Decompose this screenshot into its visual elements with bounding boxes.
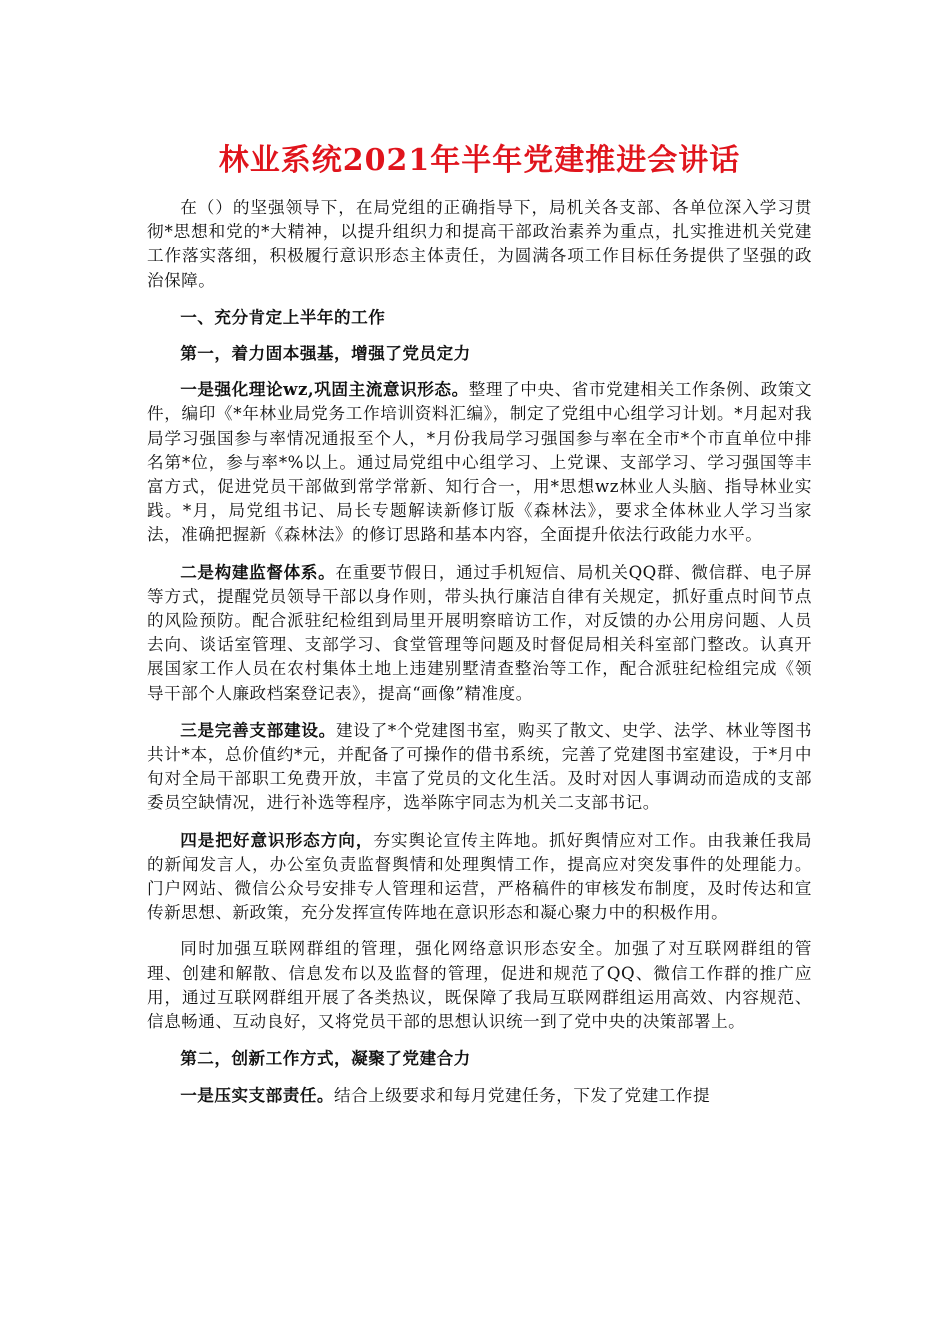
internet-paragraph: 同时加强互联网群组的管理，强化网络意识形态安全。加强了对互联网群组的管理、创建和解散、信息发布以及监督的管理，促进和规范了QQ、微信工作群的推广应用，通过互联网群组开展了各类热议，既保障了我局互联网群组运用高效、内容规范、信息畅通、互动良好，又将党员干部的思想认识统一到了党中央的决策部署上。 [147, 939, 812, 1032]
item-paragraph-5 [147, 1083, 812, 1108]
section-heading-1: 一、充分肯定上半年的工作 [180, 306, 386, 327]
part-heading-1: 第一，着力固本强基，增强了党员定力 [180, 343, 471, 364]
item-body-4: 夯实舆论宣传主阵地。抓好舆情应对工作。由我兼任我局的新闻发言人，办公室负责监督舆情和处理舆情工作，提高应对突发事件的处理能力。门户网站、微信公众号安排专人管理和运营，严格稿件的审核发布制度，及时传达和宣传新思想、新政策，充分发挥宣传阵地在意识形态和凝心聚力中的积极作用。 [147, 830, 813, 923]
item-lead-4: 四是把好意识形态方向， [180, 829, 374, 850]
item-body-5: 结合上级要求和每月党建任务，下发了党建工作提 [334, 1085, 711, 1105]
part-heading-2: 第二，创新工作方式，凝聚了党建合力 [180, 1048, 471, 1069]
item-paragraph-3 [147, 718, 812, 816]
document-title: 林业系统2021年半年党建推进会讲话 [218, 143, 741, 178]
item-lead-2: 二是构建监督体系。 [180, 561, 336, 582]
item-paragraph-1 [147, 377, 812, 547]
item-paragraph-2 [147, 560, 812, 706]
item-paragraph-4 [147, 828, 812, 926]
item-body-3: 建设了*个党建图书室，购买了散文、史学、法学、林业等图书共计*本，总价值约*元，并配备了可操作的借书系统，完善了党建图书室建设，于*月中旬对全局干部职工免费开放，丰富了党员的文化生活。及时对因人事调动而造成的支部委员空缺情况，进行补选等程序，选举陈宇同志为机关二支部书记。 [147, 720, 813, 813]
document-page [147, 136, 812, 1120]
item-body-1: 整理了中央、省市党建相关工作条例、政策文件，编印《*年林业局党务工作培训资料汇编》，制定了党组中心组学习计划。*月起对我局学习强国参与率情况通报至个人，*月份我局学习强国参与率在全市*个市直单位中排名第*位，参与率*%以上。通过局党组中心组学习、上党课、支部学习、学习强国等丰富方式，促进党员干部做到常学常新、知行合一，用*思想wz林业人头脑、指导林业实践。*月，局党组书记、局长专题解读新修订版《森林法》，要求全体林业人学习当家法，准确把握新《森林法》的修订思路和基本内容，全面提升依法行政能力水平。 [147, 380, 813, 545]
item-lead-1: 一是强化理论wz,巩固主流意识形态。 [180, 379, 469, 400]
item-body-2: 在重要节假日，通过手机短信、局机关QQ群、微信群、电子屏等方式，提醒党员领导干部以身作则，带头执行廉洁自律有关规定，抓好重点时间节点的风险预防。配合派驻纪检组到局里开展明察暗访工作，对反馈的办公用房问题、人员去向、谈话室管理、支部学习、食堂管理等问题及时督促局相关科室部门整改。认真开展国家工作人员在农村集体土地上违建别墅清查整治等工作，配合派驻纪检组完成《领导干部个人廉政档案登记表》，提高“画像”精准度。 [147, 562, 812, 703]
intro-paragraph: 在（）的坚强领导下，在局党组的正确指导下，局机关各支部、各单位深入学习贯彻*思想和党的*大精神，以提升组织力和提高干部政治素养为重点，扎实推进机关党建工作落实落细，积极履行意识形态主体责任，为圆满各项工作目标任务提供了坚强的政治保障。 [147, 198, 812, 290]
item-lead-5: 一是压实支部责任。 [180, 1084, 335, 1105]
item-lead-3: 三是完善支部建设。 [180, 719, 336, 740]
